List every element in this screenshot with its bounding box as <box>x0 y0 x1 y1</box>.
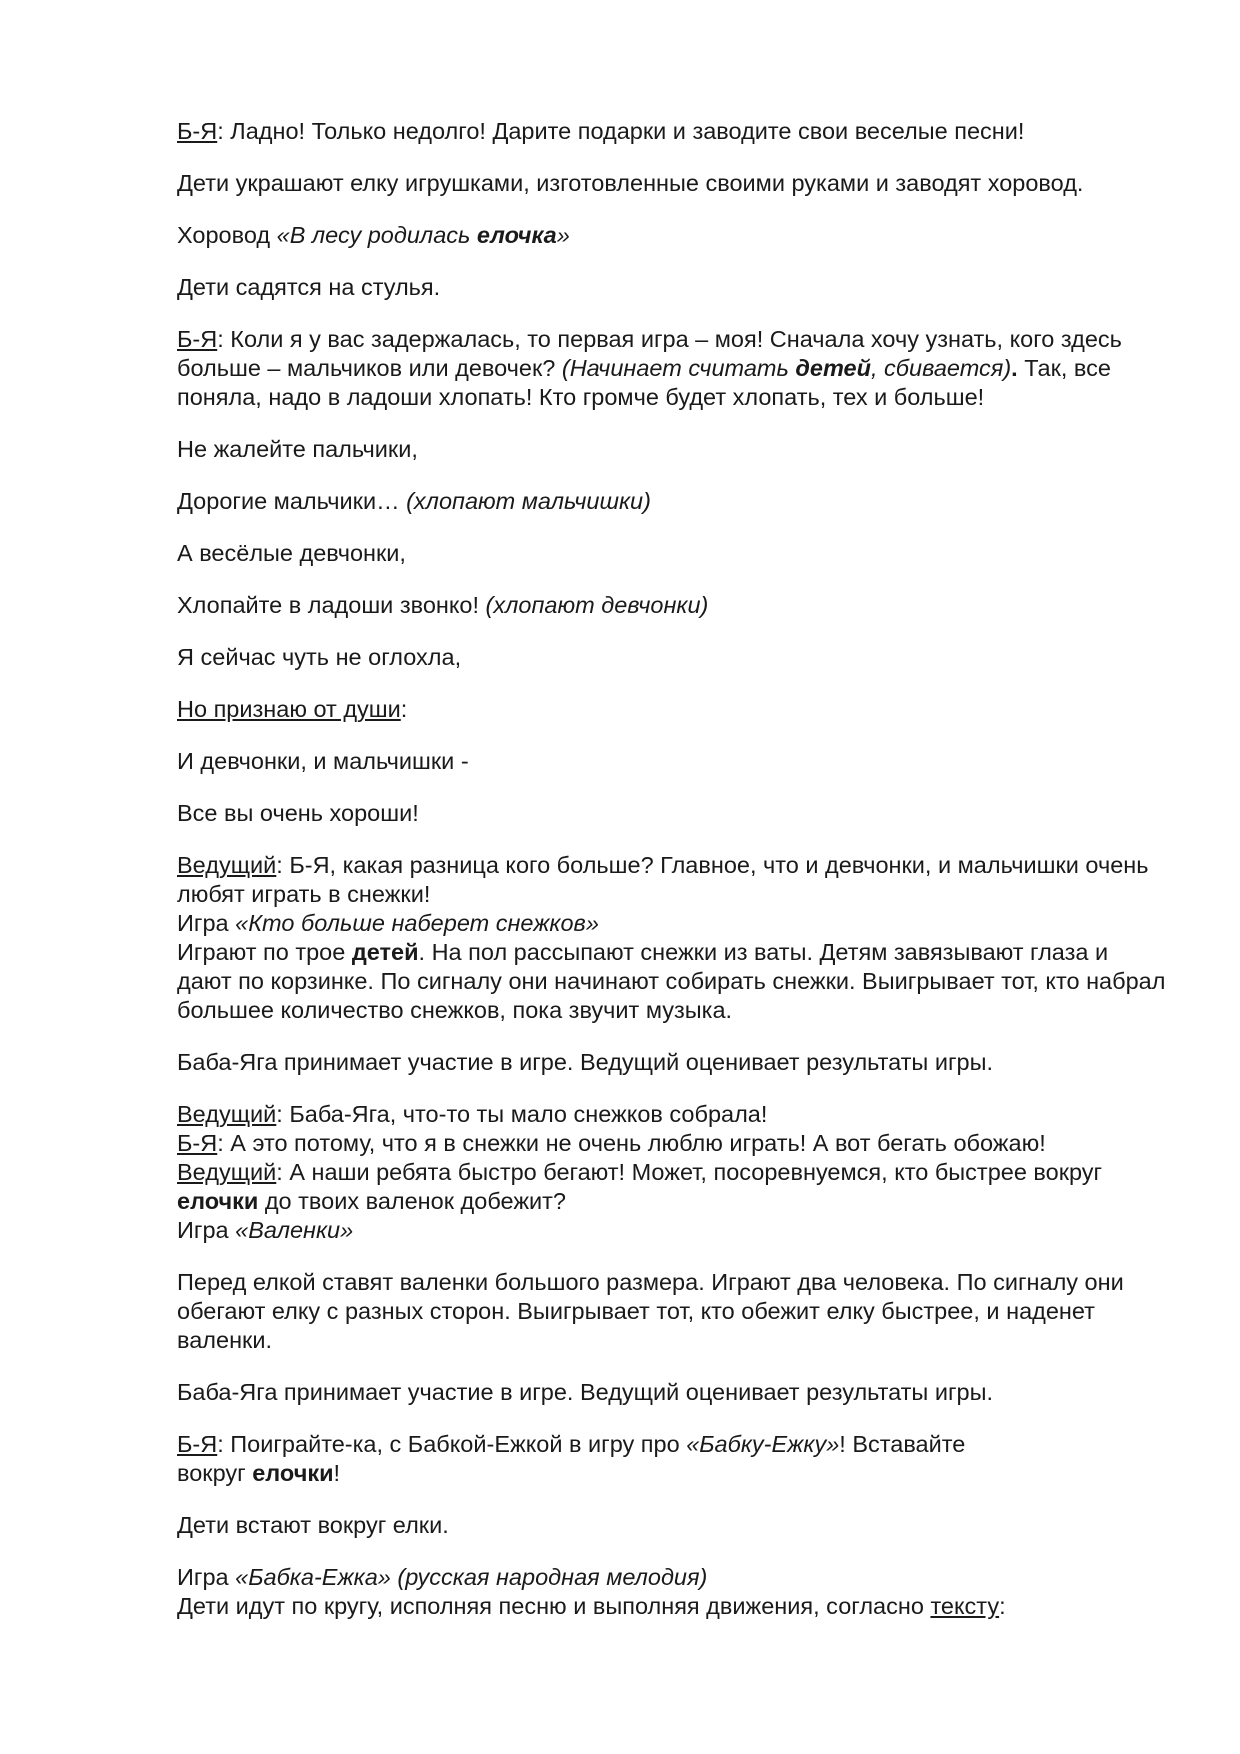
text-run: (хлопают мальчишки) <box>406 488 651 514</box>
text-run: Хлопайте в ладоши звонко! <box>177 592 486 618</box>
paragraph-p9 <box>177 591 1167 620</box>
speaker-label: Б-Я <box>177 1431 218 1457</box>
text-run: Баба-Яга принимает участие в игре. Ведущий оценивает результаты игры. <box>177 1049 994 1075</box>
paragraph-p18 <box>177 1378 1167 1407</box>
text-run: Игра <box>177 910 236 936</box>
paragraph-p2 <box>177 169 1167 198</box>
speaker-label: Б-Я <box>177 118 218 144</box>
paragraph-p1 <box>177 117 1167 146</box>
paragraph-p11 <box>177 695 1167 724</box>
text-run: : Ладно! Только недолго! Дарите подарки и заводите свои веселые песни! <box>217 118 1025 144</box>
text-run: до твоих валенок добежит? <box>258 1188 567 1214</box>
text-run: Дети идут по кругу, исполняя песню и выполняя движения, согласно <box>177 1593 931 1619</box>
speaker-label: Б-Я <box>177 326 218 352</box>
paragraph-p13 <box>177 799 1167 828</box>
text-run: Все вы очень хороши! <box>177 800 419 826</box>
text-run: : А наши ребята быстро бегают! Может, посоревнуемся, кто быстрее вокруг <box>276 1159 1103 1185</box>
text-run: Дети встают вокруг елки. <box>177 1512 449 1538</box>
text-run: Игра <box>177 1564 236 1590</box>
text-run: » <box>556 222 570 248</box>
paragraph-p20 <box>177 1511 1167 1540</box>
text-run: «Бабку-Ежку» <box>686 1431 840 1457</box>
paragraph-p10 <box>177 643 1167 672</box>
text-run: елочки <box>252 1460 334 1486</box>
text-run: (хлопают девчонки) <box>485 592 709 618</box>
text-run: : Поиграйте-ка, с Бабкой-Ежкой в игру про <box>217 1431 687 1457</box>
text-run: : <box>400 696 408 722</box>
text-run: : Б-Я, какая разница кого больше? Главное, что и девчонки, и мальчишки очень любят играть в снежки! <box>177 852 1149 907</box>
text-run: Играют по трое <box>177 939 352 965</box>
text-run: «Кто больше наберет снежков» <box>235 910 599 936</box>
text-run: : А это потому, что я в снежки не очень люблю играть! А вот бегать обожаю! <box>217 1130 1046 1156</box>
text-run: «В лесу родилась <box>276 222 477 248</box>
text-run: ! Вставайте <box>839 1431 966 1457</box>
paragraph-p3 <box>177 221 1167 250</box>
text-run: . На пол рассыпают снежки из ваты. Детям завязывают глаза и дают по корзинке. По сигналу они начинают собирать снежки. Выигрывает тот, кто набрал большее количество снежков, пока звучит музыка. <box>177 939 1166 1023</box>
text-run: Игра <box>177 1217 236 1243</box>
speaker-label: Б-Я <box>177 1130 218 1156</box>
paragraph-p15 <box>177 1048 1167 1077</box>
text-run: вокруг <box>177 1460 253 1486</box>
text-run: Хоровод <box>177 222 277 248</box>
text-run: Не жалейте пальчики, <box>177 436 418 462</box>
paragraph-p6 <box>177 435 1167 464</box>
speaker-label: тексту <box>930 1593 1000 1619</box>
text-run: детей <box>795 355 871 381</box>
text-run: , сбивается) <box>870 355 1012 381</box>
paragraph-p16 <box>177 1100 1167 1245</box>
paragraph-p17 <box>177 1268 1167 1355</box>
text-run: (Начинает считать <box>561 355 796 381</box>
text-run: : Коли я у вас задержалась, то первая игра – моя! Сначала хочу узнать, кого здесь больше – мальчиков или девочек? <box>177 326 1122 381</box>
text-run: Дети украшают елку игрушками, изготовленные своими руками и заводят хоровод. <box>177 170 1084 196</box>
text-run: ! <box>333 1460 341 1486</box>
text-run: : Баба-Яга, что-то ты мало снежков собрала! <box>276 1101 768 1127</box>
text-run: И девчонки, и мальчишки - <box>177 748 469 774</box>
document-page <box>177 117 1167 1621</box>
paragraph-p12 <box>177 747 1167 776</box>
paragraph-p19 <box>177 1430 1167 1488</box>
speaker-label: Ведущий <box>177 1101 277 1127</box>
paragraph-p21 <box>177 1563 1167 1621</box>
text-run: А весёлые девчонки, <box>177 540 406 566</box>
text-run: елочка <box>476 222 557 248</box>
text-run: елочки <box>177 1188 259 1214</box>
text-run: : <box>999 1593 1006 1619</box>
text-run: детей <box>351 939 419 965</box>
text-run: Баба-Яга принимает участие в игре. Ведущий оценивает результаты игры. <box>177 1379 994 1405</box>
speaker-label: Ведущий <box>177 1159 277 1185</box>
text-run: «Бабка-Ежка» (русская народная мелодия) <box>235 1564 708 1590</box>
text-run: Так, все поняла, надо в ладоши хлопать! Кто громче будет хлопать, тех и больше! <box>177 355 1111 410</box>
text-run: Перед елкой ставят валенки большого размера. Играют два человека. По сигналу они обегают елку с разных сторон. Выигрывает тот, кто обежит елку быстрее, и наденет валенки. <box>177 1269 1124 1353</box>
paragraph-p5 <box>177 325 1167 412</box>
text-run: . <box>1011 355 1018 381</box>
text-run: Дети садятся на стулья. <box>177 274 441 300</box>
speaker-label: Ведущий <box>177 852 277 878</box>
speaker-label: Но признаю от души <box>177 696 401 722</box>
paragraph-p7 <box>177 487 1167 516</box>
text-run: Дорогие мальчики… <box>177 488 407 514</box>
paragraph-p8 <box>177 539 1167 568</box>
text-run: «Валенки» <box>235 1217 354 1243</box>
paragraph-p14 <box>177 851 1167 1025</box>
text-run: Я сейчас чуть не оглохла, <box>177 644 462 670</box>
paragraph-p4 <box>177 273 1167 302</box>
